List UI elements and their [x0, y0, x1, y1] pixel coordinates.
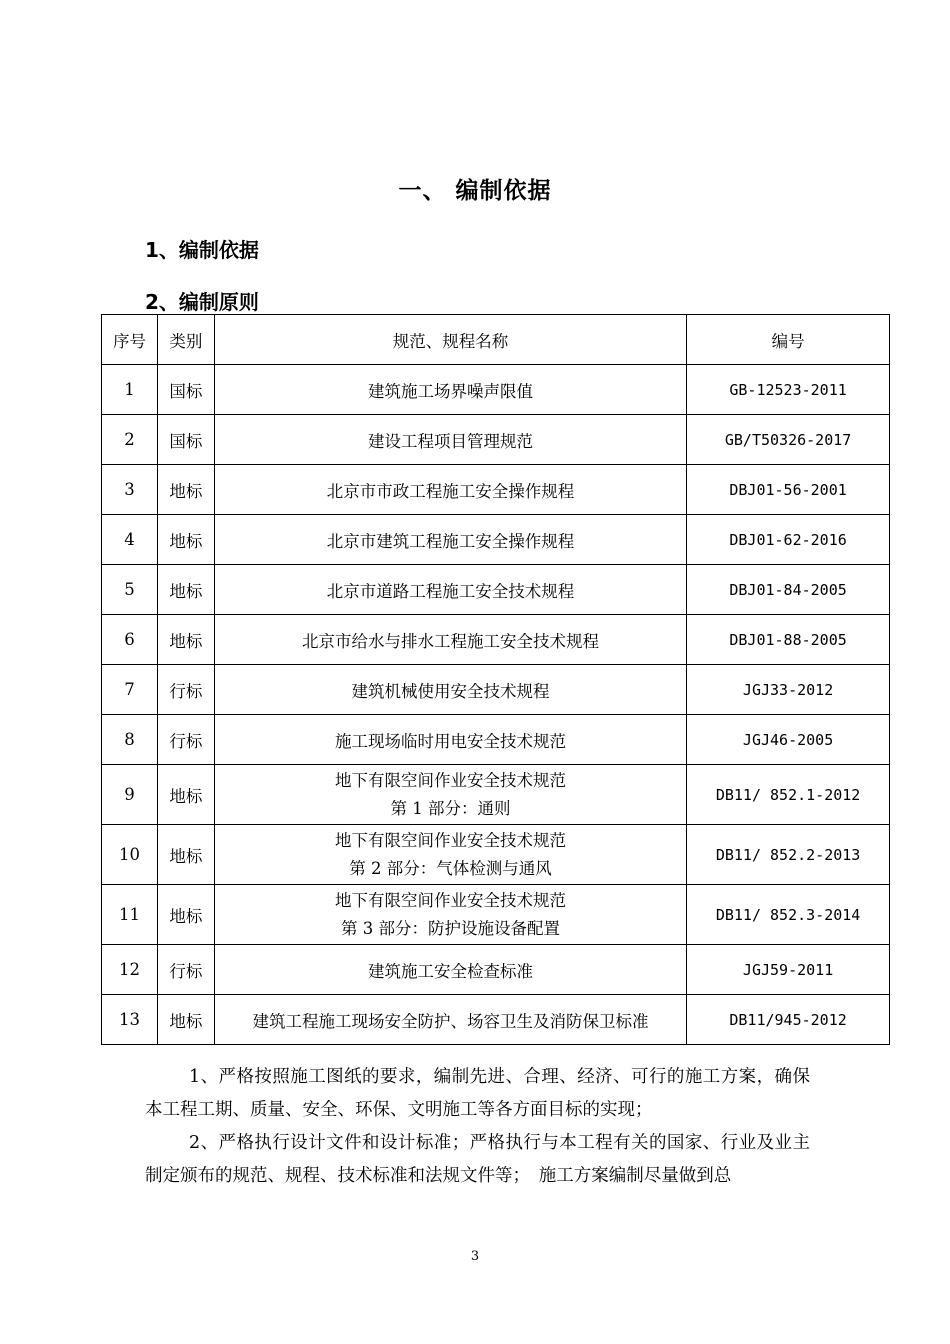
cell-no: 4	[102, 515, 158, 565]
cell-name: 建筑施工安全检查标准	[214, 945, 686, 995]
cell-no: 1	[102, 365, 158, 415]
table-row	[102, 565, 890, 615]
cell-name: 北京市给水与排水工程施工安全技术规程	[214, 615, 686, 665]
cell-name: 施工现场临时用电安全技术规范	[214, 715, 686, 765]
table-row	[102, 465, 890, 515]
cell-code: DB11/ 852.3-2014	[687, 885, 890, 945]
cell-code: DB11/945-2012	[687, 995, 890, 1045]
cell-name-line2: 第 1 部分：通则	[390, 798, 511, 818]
cell-name	[214, 825, 686, 885]
cell-name: 北京市建筑工程施工安全操作规程	[214, 515, 686, 565]
cell-no: 9	[102, 765, 158, 825]
table-row	[102, 415, 890, 465]
cell-type: 国标	[157, 415, 214, 465]
cell-no: 10	[102, 825, 158, 885]
section-heading-basis: 1、编制依据	[145, 238, 259, 262]
cell-type: 地标	[157, 465, 214, 515]
table-row	[102, 765, 890, 825]
cell-name-line1: 地下有限空间作业安全技术规范	[335, 770, 567, 790]
cell-type: 地标	[157, 765, 214, 825]
cell-no: 2	[102, 415, 158, 465]
cell-no: 11	[102, 885, 158, 945]
cell-code: DBJ01-84-2005	[687, 565, 890, 615]
table-row	[102, 945, 890, 995]
header-no: 序号	[102, 315, 158, 365]
cell-name: 建筑施工场界噪声限值	[214, 365, 686, 415]
chapter-title: 一、 编制依据	[398, 178, 552, 204]
cell-code: JGJ33-2012	[687, 665, 890, 715]
cell-type: 行标	[157, 665, 214, 715]
table-row	[102, 665, 890, 715]
page-number: 3	[470, 1249, 480, 1264]
table-row	[102, 715, 890, 765]
cell-type: 地标	[157, 995, 214, 1045]
cell-name: 建筑机械使用安全技术规程	[214, 665, 686, 715]
cell-name-line2: 第 2 部分：气体检测与通风	[349, 858, 552, 878]
cell-type: 行标	[157, 715, 214, 765]
paragraph-principle-1: 1、严格按照施工图纸的要求，编制先进、合理、经济、可行的施工方案，确保本工程工期、质量、安全、环保、文明施工等各方面目标的实现；	[145, 1067, 810, 1120]
cell-no: 6	[102, 615, 158, 665]
cell-name-line2: 第 3 部分：防护设施设备配置	[341, 918, 561, 938]
cell-code: DB11/ 852.2-2013	[687, 825, 890, 885]
cell-type: 行标	[157, 945, 214, 995]
table-row	[102, 615, 890, 665]
header-name: 规范、规程名称	[214, 315, 686, 365]
cell-type: 地标	[157, 885, 214, 945]
table-header-row	[102, 315, 890, 365]
cell-code: DBJ01-88-2005	[687, 615, 890, 665]
cell-code: DBJ01-62-2016	[687, 515, 890, 565]
cell-no: 13	[102, 995, 158, 1045]
cell-no: 3	[102, 465, 158, 515]
cell-code: DB11/ 852.1-2012	[687, 765, 890, 825]
cell-type: 地标	[157, 565, 214, 615]
standards-table	[101, 314, 890, 1045]
table-row	[102, 825, 890, 885]
cell-name	[214, 765, 686, 825]
cell-no: 5	[102, 565, 158, 615]
cell-no: 7	[102, 665, 158, 715]
cell-code: JGJ46-2005	[687, 715, 890, 765]
cell-name-line1: 地下有限空间作业安全技术规范	[335, 890, 567, 910]
cell-name: 建筑工程施工现场安全防护、场容卫生及消防保卫标准	[214, 995, 686, 1045]
cell-no: 12	[102, 945, 158, 995]
cell-type: 国标	[157, 365, 214, 415]
table-row	[102, 515, 890, 565]
cell-name: 北京市市政工程施工安全操作规程	[214, 465, 686, 515]
table-row	[102, 995, 890, 1045]
cell-name: 建设工程项目管理规范	[214, 415, 686, 465]
cell-code: GB/T50326-2017	[687, 415, 890, 465]
section-heading-principles: 2、编制原则	[145, 290, 259, 314]
cell-name-line1: 地下有限空间作业安全技术规范	[335, 830, 567, 850]
cell-name	[214, 885, 686, 945]
table-row	[102, 885, 890, 945]
cell-type: 地标	[157, 515, 214, 565]
cell-code: GB-12523-2011	[687, 365, 890, 415]
paragraph-principle-2: 2、严格执行设计文件和设计标准；严格执行与本工程有关的国家、行业及业主制定颁布的规范、规程、技术标准和法规文件等； 施工方案编制尽量做到总	[145, 1133, 810, 1186]
table-row	[102, 365, 890, 415]
cell-type: 地标	[157, 615, 214, 665]
cell-code: JGJ59-2011	[687, 945, 890, 995]
header-code: 编号	[687, 315, 890, 365]
cell-code: DBJ01-56-2001	[687, 465, 890, 515]
cell-no: 8	[102, 715, 158, 765]
cell-type: 地标	[157, 825, 214, 885]
cell-name: 北京市道路工程施工安全技术规程	[214, 565, 686, 615]
header-type: 类别	[157, 315, 214, 365]
